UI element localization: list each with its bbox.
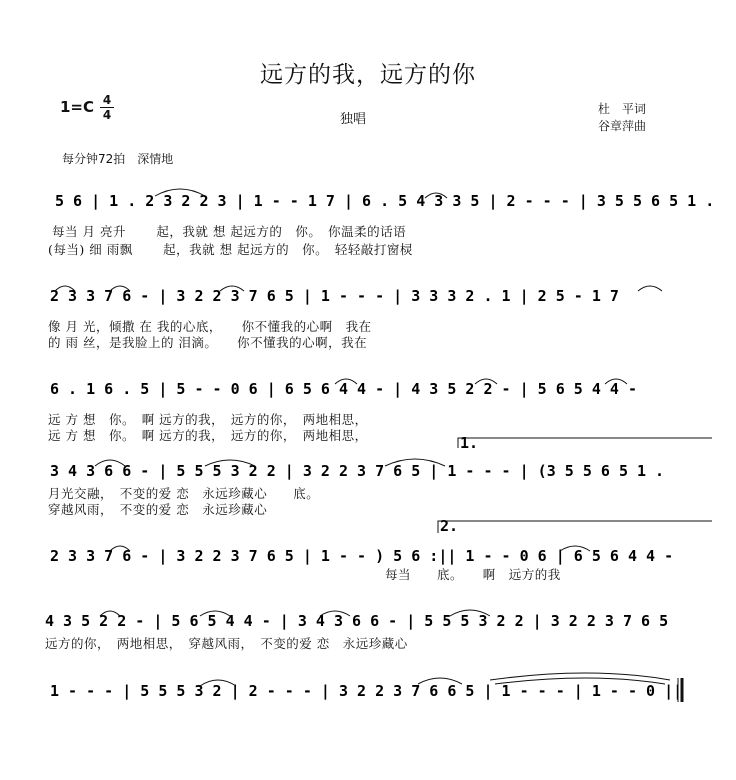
performance-type: 独唱 xyxy=(340,112,367,127)
lyric-line: (每当) 细 雨飘 起，我就 想 起远方的 你。 轻轻敲打窗棂 xyxy=(48,242,413,257)
lyric-line: 的 雨 丝，是我脸上的 泪滴。 你不懂我的心啊，我在 xyxy=(48,335,368,350)
notation-text: 4 3 5 2 2 - | 5 6 5 4 4 - | 3 4 3 6 6 - | 5 5 5 3 2 2 | 3 2 2 3 7 6 5 xyxy=(45,612,669,630)
time-signature xyxy=(100,94,114,121)
notation-text: 3 4 3 6 6 - | 5 5 5 3 2 2 | 3 2 2 3 7 6 5 | 1 - - - | (3 5 5 6 5 1 . xyxy=(50,462,665,480)
lyric-line: 每当 月 亮升 起，我就 想 起远方的 你。 你温柔的话语 xyxy=(52,224,407,239)
lyric-line: 像 月 光，倾撒 在 我的心底， 你不懂我的心啊 我在 xyxy=(48,319,372,334)
lyricist-credit: 杜 平词 xyxy=(598,102,647,116)
notation-line-3 xyxy=(0,368,736,408)
notation-text: 2 3 3 7 6 - | 3 2 2 3 7 6 5 | 1 - - - | 3 3 3 2 . 1 | 2 5 - 1 7 xyxy=(50,287,619,305)
composer-credit: 谷章萍曲 xyxy=(598,119,647,133)
lyric-line: 远 方 想 你。 啊 远方的我， 远方的你， 两地相思， xyxy=(48,428,368,443)
notation-line-5 xyxy=(0,517,736,575)
lyric-line: 远 方 想 你。 啊 远方的我， 远方的你， 两地相思， xyxy=(48,412,368,427)
tempo-marking: 每分钟72拍 深情地 xyxy=(62,152,174,166)
lyric-line: 穿越风雨， 不变的爱 恋 永远珍藏心 xyxy=(48,502,268,517)
notation-line-2 xyxy=(0,275,736,315)
volta-label: 1. xyxy=(460,434,479,452)
page-title: 远方的我，远方的你 xyxy=(260,62,476,88)
notation-text: 6 . 1 6 . 5 | 5 - - 0 6 | 6 5 6 4 4 - | 4 3 5 2 2 - | 5 6 5 4 4 - xyxy=(50,380,637,398)
lyric-line: 月光交融， 不变的爱 恋 永远珍藏心 底。 xyxy=(48,486,320,501)
key-signature: 1=C xyxy=(60,98,95,116)
time-signature-bottom: 4 xyxy=(102,108,112,122)
score-system-1 xyxy=(0,180,736,290)
score-system-7 xyxy=(0,670,736,780)
notation-text: 2 3 3 7 6 - | 3 2 2 3 7 6 5 | 1 - - ) 5 6 :|| 1 - - 0 6 | 6 5 6 4 4 - xyxy=(50,547,674,565)
lyric-line: 每当 底。 啊 远方的我 xyxy=(385,567,561,582)
notation-text: 5 6 | 1 . 2 3 2 2 3 | 1 - - 1 7 | 6 . 5 4 3 3 5 | 2 - - - | 3 5 5 6 5 1 . xyxy=(55,192,715,210)
notation-line-7 xyxy=(0,670,736,710)
notation-line-1 xyxy=(0,180,736,220)
volta-label: 2. xyxy=(440,517,459,535)
lyric-line: 远方的你， 两地相思， 穿越风雨， 不变的爱 恋 永远珍藏心 xyxy=(45,636,408,651)
time-signature-top: 4 xyxy=(102,93,112,107)
notation-text: 1 - - - | 5 5 5 3 2 | 2 - - - | 3 2 2 3 7 6 6 5 | 1 - - - | 1 - - 0 || xyxy=(50,682,683,700)
